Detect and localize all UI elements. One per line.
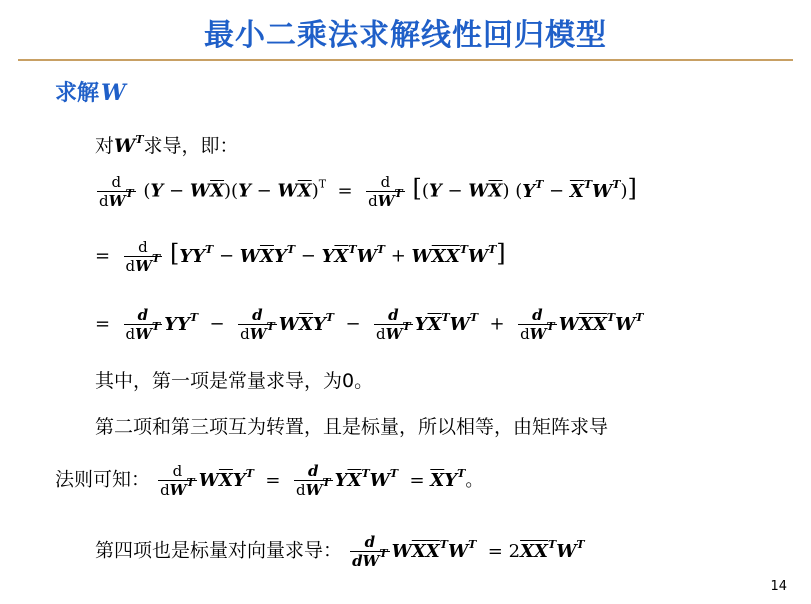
equation-2: = $\frac{d}{dW^T}$ $[YY^T - W\overline{X}Y^T - Y\overline{X}^TW^T + W\overline{XX}^TW^T]$ — [95, 238, 506, 275]
first-term-note: 其中，第一项是常量求导，为0。 — [95, 370, 374, 392]
section-heading-text: 求解 — [55, 81, 100, 106]
section-heading-var: W — [101, 80, 126, 106]
equation-1: $\frac{d}{dW^T}$ $(Y - W\overline{X})(Y - W\overline{X})^T$ = $\frac{d}{dW^T}$ [$(Y - W\overline{X})$ $(Y^T - \overline{X}^TW^T)$] — [99, 173, 637, 210]
equation-3: = $\frac{d}{dW^T}$ $YY^T$ − $\frac{d}{dW^T}$ $W\overline{X}Y^T$ − $\frac{d}{dW^T}$ $Y\overline{X}^TW^T$ + $\frac{d}{dW^T}$ $W\overline{XX}^TW^T$ — [95, 306, 644, 343]
derivative-intro: 对$W^T$求导，即： — [95, 133, 239, 157]
matrix-rule-prefix: 法则可知： — [55, 468, 151, 491]
derivative-intro-prefix: 对 — [95, 135, 115, 157]
page-number: 14 — [770, 579, 787, 594]
slide-title: 最小二乘法求解线性回归模型 — [204, 18, 607, 53]
fourth-term-line: 第四项也是标量对向量求导： $\frac{d}{dW^T}$ $W\overline{XX}^TW^T = 2\overline{XX}^TW^T$ — [95, 533, 585, 570]
fourth-term-prefix: 第四项也是标量对向量求导： — [95, 539, 343, 562]
title-divider — [18, 59, 793, 61]
derivative-intro-suffix: 求导，即： — [143, 135, 239, 157]
transpose-note: 第二项和第三项互为转置，且是标量，所以相等，由矩阵求导 — [95, 416, 609, 438]
section-heading — [55, 76, 126, 107]
matrix-rule-line: 法则可知： $\frac{d}{dW^T}$ $W\overline{X}Y^T$ = $\frac{d}{dW^T}$ $Y\overline{X}^TW^T = \overline{X}Y^T$。 — [55, 462, 484, 499]
